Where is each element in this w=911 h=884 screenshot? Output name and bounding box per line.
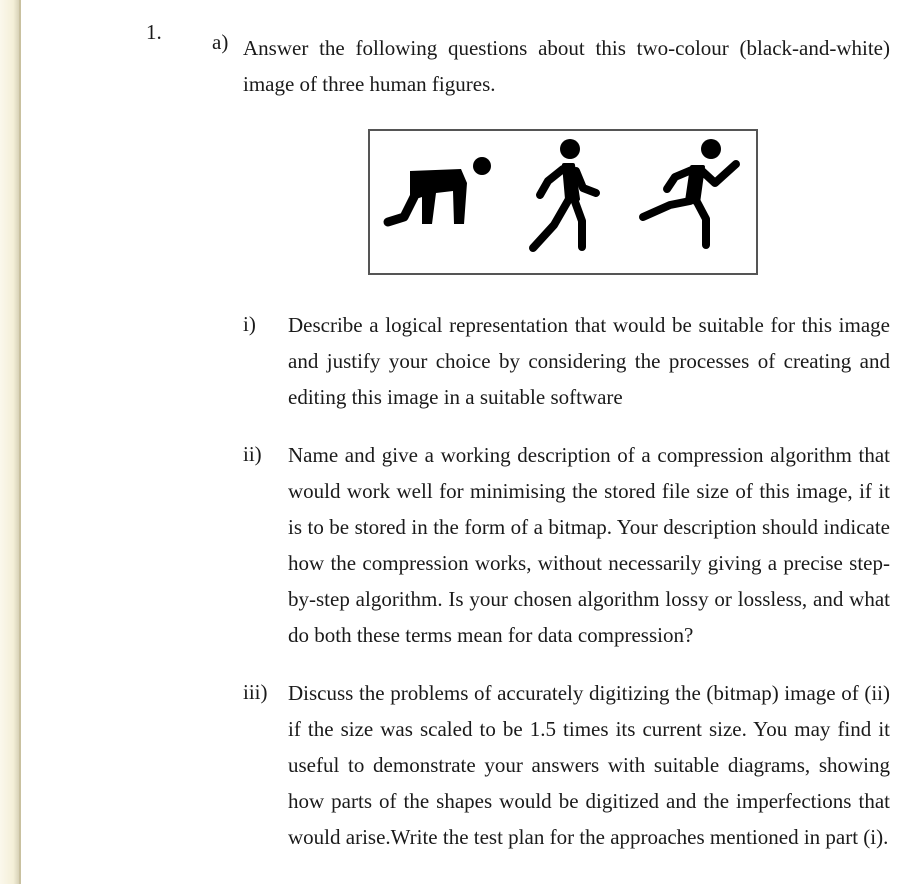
figure-box (368, 129, 758, 275)
subquestion-label-iii: iii) (243, 680, 268, 704)
page-edge-line (19, 0, 21, 884)
crouching-figure-icon (388, 157, 491, 224)
subquestion-text-iii: Discuss the problems of accurately digitizing the (bitmap) image of (ii) if the size was scaled to be 1.5 times its current size. You may find it useful to demonstrate your answers with suitable diagrams, showing how parts of the shapes would be digitized and the imperfections that would arise.Write the test plan for the approaches mentioned in part (i). (288, 681, 890, 849)
running-figure-icon (643, 139, 736, 245)
page-edge (0, 0, 19, 884)
walking-figure-icon (533, 139, 596, 248)
part-label: a) (212, 30, 229, 54)
subquestion-label-i: i) (243, 312, 256, 336)
question-number: 1. (146, 20, 162, 44)
subquestion-label-ii: ii) (243, 442, 262, 466)
figure-image (370, 131, 756, 273)
subquestion-text-ii: Name and give a working description of a compression algorithm that would work well for minimising the stored file size of this image, if it is to be stored in the form of a bitmap. Your description should indicate how the compression works, without necessarily giving a precise step-by-step algorithm. Is your chosen algorithm lossy or lossless, and what do both these terms mean for data compression? (288, 443, 890, 647)
question-intro: Answer the following questions about this two-colour (black-and-white) image of three human figures. (243, 36, 890, 96)
subquestion-text-i: Describe a logical representation that would be suitable for this image and justify your choice by considering the processes of creating and editing this image in a suitable software (288, 313, 890, 409)
